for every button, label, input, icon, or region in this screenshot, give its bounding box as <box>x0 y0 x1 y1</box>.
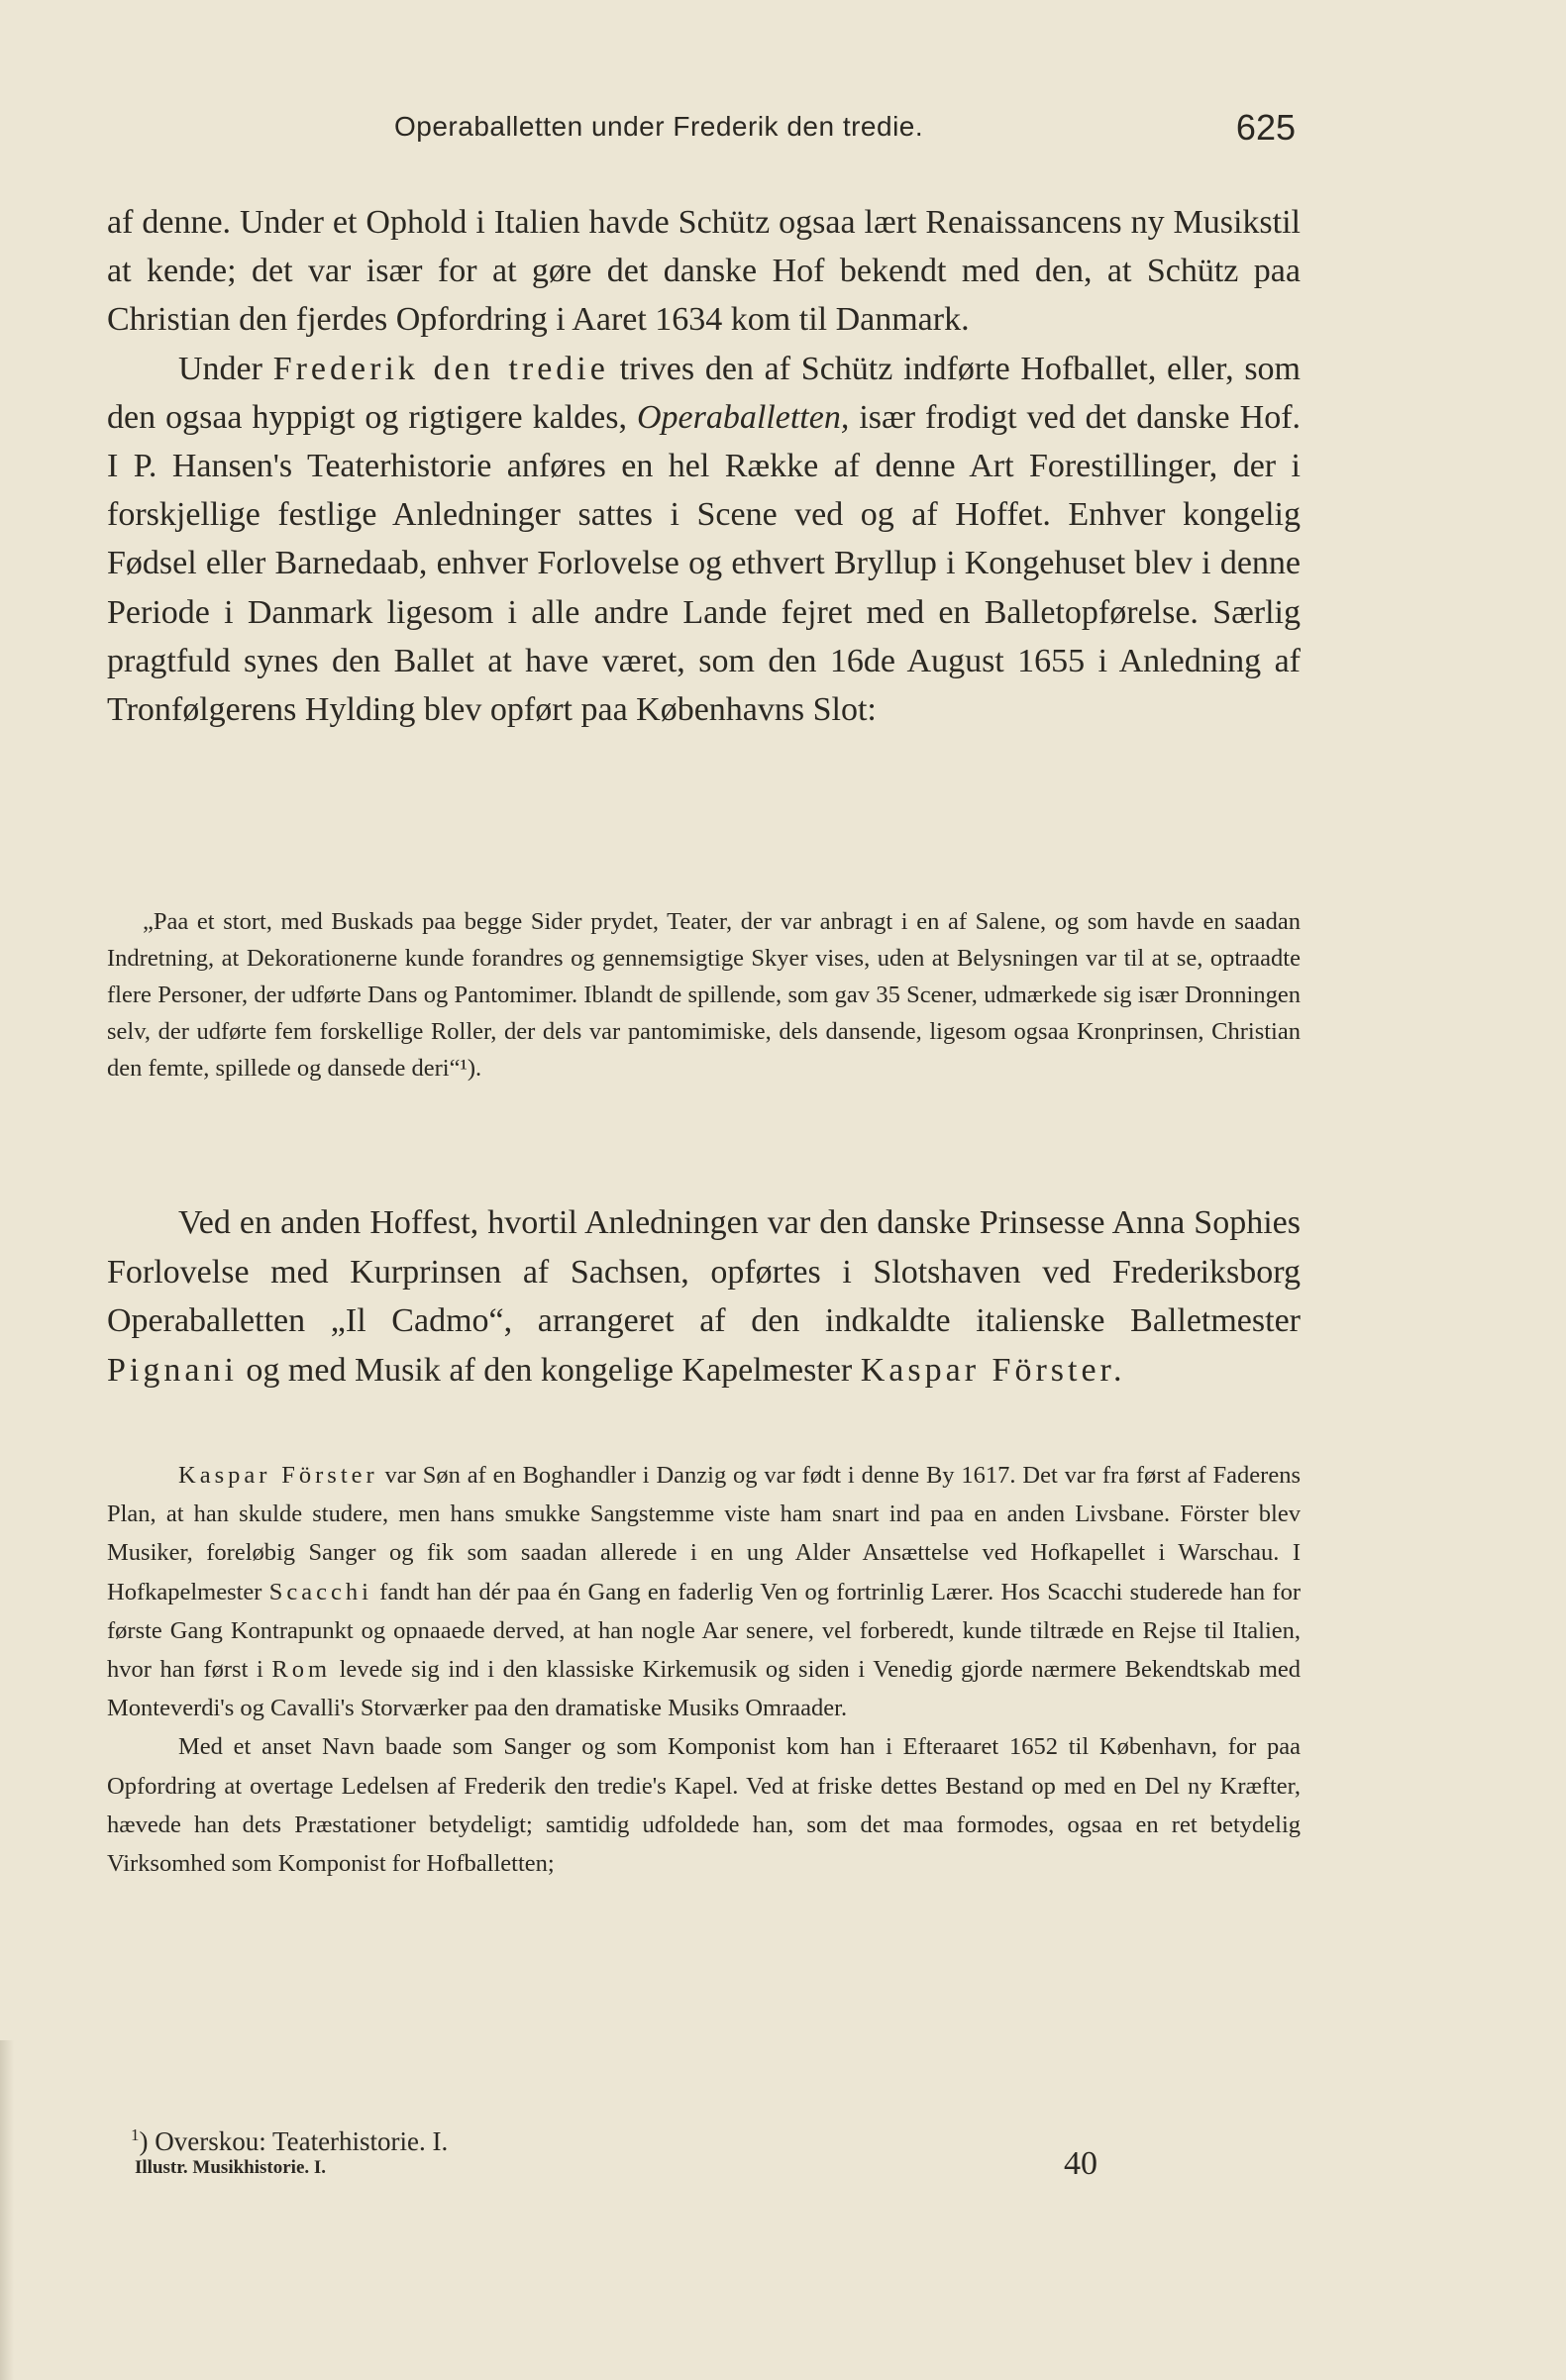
page-header <box>107 99 1296 158</box>
note-text-a: var Søn af en Boghandler i Danzig og var født i denne By 1617. Det var fra først af Faderens Plan, at han skulde studere, men hans smukke Sangstemme viste ham snart ind paa en anden Livsbane. Förster blev Musiker, foreløbig Sanger og fik som saadan allerede i en ung Alder Ansættelse ved Hofkapellet i Warschau. I Hofkapelmester <box>107 1462 1302 1605</box>
page-edge-shadow <box>0 2040 14 2380</box>
paragraph-2-intro: Under <box>178 350 262 387</box>
quotation-block <box>107 903 1301 1087</box>
name-pignani: Pignani <box>107 1351 238 1389</box>
note-text-b: fandt han dér paa én Gang en faderlig Ven og fortrinlig Lærer. Hos Scacchi studerede han for første Gang Kontrapunkt og opnaaede derved, at han nogle Aar senere, vel forberedt, kunde tiltræde en Rejse til Italien, hvor han først i <box>107 1578 1301 1684</box>
paragraph-3-text-b: og med Musik af den kongelige Kapelmester <box>246 1351 853 1389</box>
printer-signature: Illustr. Musikhistorie. I. <box>135 2157 327 2178</box>
paragraph-1: af denne. Under et Ophold i Italien havde Schütz ogsaa lært Renaissancens ny Musikstil at kende; det var især for at gøre det danske Hof bekendt med den, at Schütz paa Christian den fjerdes Opfordring i Aaret 1634 kom til Danmark. <box>107 204 1301 339</box>
note-name-scacchi: Scacchi <box>268 1578 372 1605</box>
biographical-note <box>107 1456 1301 1883</box>
paragraph-2-text-b: især frodigt ved det danske Hof. I P. Hansen's Teaterhistorie anføres en hel Række af denne Art Forestillinger, der i forskjellige festlige Anledninger sattes i Scene ved og af Hoffet. Enhver kongelig Fødsel eller Barnedaab, enhver Forlovelse og ethvert Bryllup i Kongehuset blev i denne Periode i Danmark ligesom i alle andre Lande fejret med en Balletopførelse. Særlig pragtfuld synes den Ballet at have været, som den 16de August 1655 i Anledning af Tronfølgerens Hylding blev opført paa Københavns Slot: <box>107 398 1302 729</box>
name-forster: Kaspar Förster. <box>860 1351 1126 1389</box>
note-paragraph-2: Med et anset Navn baade som Sanger og som Komponist kom han i Efteraaret 1652 til København, for paa Opfordring at overtage Ledelsen af Frederik den tredie's Kapel. Ved at friske dettes Bestand op med en Del ny Kræfter, hævede han dets Præstationer betydeligt; samtidig udfoldede han, som det maa formodes, ogsaa en ret betydelig Virksomhed som Komponist for Hofballetten; <box>107 1733 1301 1878</box>
paragraph-2 <box>107 345 1301 735</box>
paragraph-3 <box>107 1198 1301 1395</box>
note-paragraph-1 <box>107 1456 1301 1727</box>
paragraph-2-text-a: trives den af Schütz indførte Hofballet, eller, som den ogsaa hyppigt og rigtigere kaldes, <box>107 350 1302 436</box>
main-text-2 <box>107 1198 1301 1395</box>
footnote-marker: 1 <box>131 2125 140 2144</box>
running-head: Operaballetten under Frederik den tredie. <box>394 111 924 142</box>
footnote: $^1$) Overskou: Teaterhistorie. I. <box>131 2125 449 2156</box>
note-name-rom: Rom <box>271 1656 332 1684</box>
paragraph-3-text-a: Ved en anden Hoffest, hvortil Anledningen var den danske Prinsesse Anna Sophies Forlovelse med Kurprinsen af Sachsen, opførtes i Slotshaven ved Frederiksborg Operaballetten „Il Cadmo“, arrangeret af den indkaldte italienske Balletmester <box>107 1204 1301 1339</box>
note-name-forster: Kaspar Förster <box>178 1462 378 1489</box>
footnote-text: Overskou: Teaterhistorie. I. <box>155 2126 449 2156</box>
note-text-c: levede sig ind i den klassiske Kirkemusik og siden i Venedig gjorde nærmere Bekendtskab med Monteverdi's og Cavalli's Storværker paa den dramatiske Musiks Omraader. <box>107 1656 1301 1722</box>
term-operaballetten: Operaballetten, <box>636 398 850 436</box>
signature-mark: 40 <box>1064 2145 1097 2182</box>
page-number: 625 <box>1235 107 1296 148</box>
quotation-text: „Paa et stort, med Buskads paa begge Sider prydet, Teater, der var anbragt i en af Salene, og som havde en saadan Indretning, at Dekorationerne kunde forandres og gennemsigtige Skyer vises, uden at Belysningen var til at se, optraadte flere Personer, der udførte Dans og Pantomimer. Iblandt de spillende, som gav 35 Scener, udmærkede sig især Dronningen selv, der udførte fem forskellige Roller, der dels var pantomimiske, dels dansende, ligesom ogsaa Kronprinsen, Christian den femte, spillede og dansede deri“¹). <box>107 908 1301 1082</box>
main-text <box>107 198 1301 734</box>
king-name: Frederik den tredie <box>272 350 609 387</box>
